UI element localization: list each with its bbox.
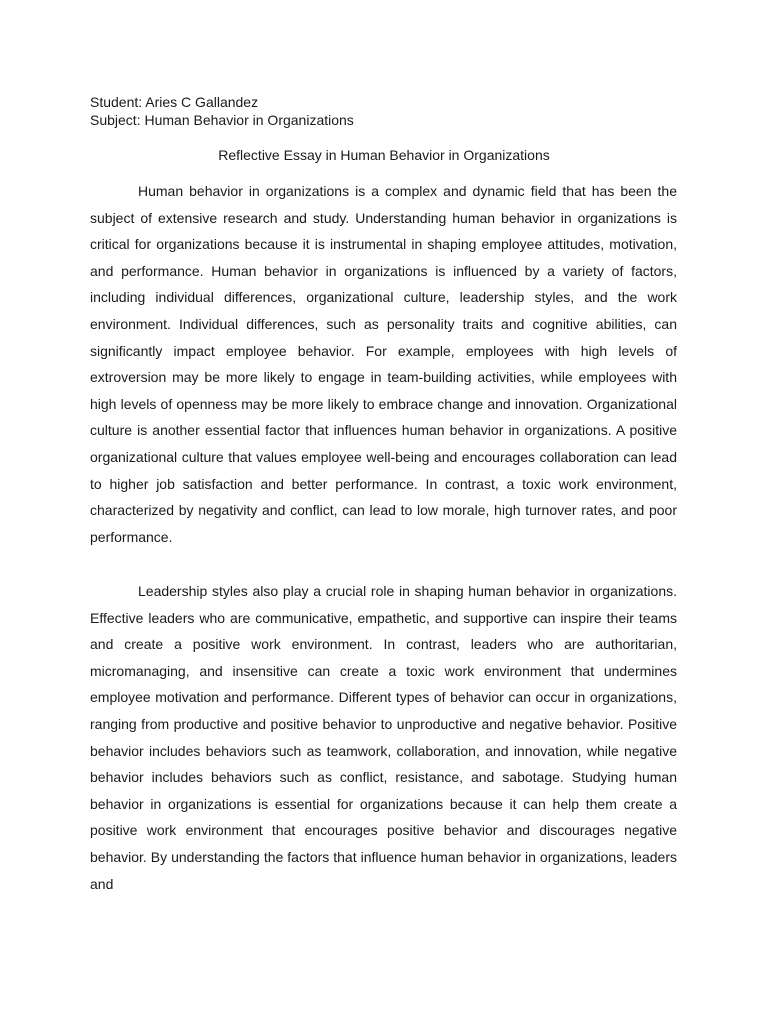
student-name: Student: Aries C Gallandez — [90, 94, 259, 110]
essay-title: Reflective Essay in Human Behavior in Organizations — [218, 147, 550, 163]
essay-paragraph-1: Human behavior in organizations is a complex and dynamic field that has been the subject of extensive research and study. Understanding human behavior in organizations is critical for organizations because it is instrumental in shaping employee attitudes, motivation, and performance. Human behavior in organizations is influenced by a variety of factors, including individual differences, organizational culture, leadership styles, and the work environment. Individual differences, such as personality traits and cognitive abilities, can significantly impact employee behavior. For example, employees with high levels of extroversion may be more likely to engage in team-building activities, while employees with high levels of openness may be more likely to embrace change and innovation. Organizational culture is another essential factor that influences human behavior in organizations. A positive organizational culture that values employee well-being and encourages collaboration can lead to higher job satisfaction and better performance. In contrast, a toxic work environment, characterized by negativity and conflict, can lead to low morale, high turnover rates, and poor performance. — [90, 183, 677, 545]
subject-line: Subject: Human Behavior in Organizations — [90, 112, 354, 128]
essay-paragraph-2: Leadership styles also play a crucial role in shaping human behavior in organizations. Effective leaders who are communicative, empathetic, and supportive can inspire their teams and create a positive work environment. In contrast, leaders who are authoritarian, micromanaging, and insensitive can create a toxic work environment that undermines employee motivation and performance. Different types of behavior can occur in organizations, ranging from productive and positive behavior to unproductive and negative behavior. Positive behavior includes behaviors such as teamwork, collaboration, and innovation, while negative behavior includes behaviors such as conflict, resistance, and sabotage. Studying human behavior in organizations is essential for organizations because it can help them create a positive work environment that encourages positive behavior and discourages negative behavior. By understanding the factors that influence human behavior in organizations, leaders and — [90, 583, 677, 892]
